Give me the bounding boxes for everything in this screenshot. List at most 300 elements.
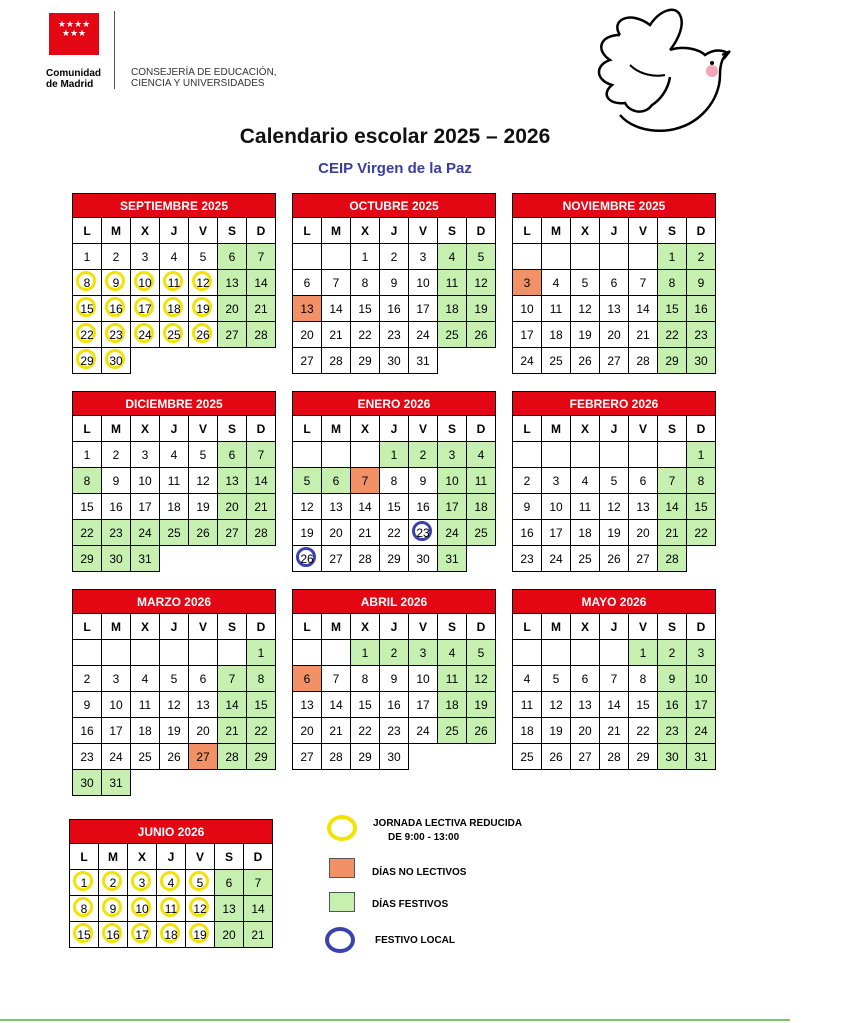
blank-day-cell <box>629 244 658 270</box>
dept-line2: CIENCIA Y UNIVERSIDADES <box>131 78 265 89</box>
day-cell <box>131 520 160 546</box>
weekday-header: X <box>131 218 160 244</box>
weekday-header: S <box>658 614 687 640</box>
legend-festivos: DÍAS FESTIVOS <box>372 899 449 910</box>
day-cell <box>687 244 716 270</box>
week-row <box>73 348 276 374</box>
day-number: 19 <box>578 327 592 342</box>
day-number: 17 <box>416 301 430 316</box>
day-number: 28 <box>329 749 343 764</box>
day-cell <box>438 666 467 692</box>
day-number: 1 <box>83 249 91 264</box>
day-number: 30 <box>109 353 123 368</box>
day-cell <box>128 870 157 896</box>
day-cell <box>189 244 218 270</box>
day-cell <box>380 494 409 520</box>
day-number: 17 <box>549 525 563 540</box>
day-cell <box>380 666 409 692</box>
day-number: 19 <box>167 723 181 738</box>
day-number: 17 <box>416 697 430 712</box>
day-number: 22 <box>636 723 650 738</box>
week-row <box>293 442 496 468</box>
day-cell <box>380 296 409 322</box>
week-row <box>293 322 496 348</box>
day-number: 28 <box>254 327 268 342</box>
blank-day-cell <box>629 442 658 468</box>
logo-line2: de Madrid <box>46 79 94 90</box>
day-number: 25 <box>549 353 563 368</box>
weekday-header: V <box>629 416 658 442</box>
day-cell <box>160 718 189 744</box>
day-cell <box>409 270 438 296</box>
week-row <box>293 348 496 374</box>
day-number: 6 <box>228 447 236 462</box>
day-number: 12 <box>300 499 314 514</box>
weekday-row <box>513 218 716 244</box>
day-number: 16 <box>387 301 401 316</box>
day-number: 25 <box>474 525 488 540</box>
day-number: 24 <box>694 723 708 738</box>
day-cell <box>687 270 716 296</box>
day-cell <box>160 692 189 718</box>
day-number: 24 <box>416 723 430 738</box>
week-row <box>293 718 496 744</box>
week-row <box>293 468 496 494</box>
day-cell <box>438 494 467 520</box>
day-cell <box>131 296 160 322</box>
weekday-header: S <box>438 614 467 640</box>
day-number: 20 <box>225 499 239 514</box>
day-number: 21 <box>358 525 372 540</box>
day-cell <box>160 468 189 494</box>
blank-day-cell <box>542 640 571 666</box>
day-cell <box>380 322 409 348</box>
day-number: 29 <box>80 551 94 566</box>
day-number: 5 <box>477 249 485 264</box>
day-number: 7 <box>361 473 369 488</box>
day-cell <box>571 494 600 520</box>
day-number: 23 <box>694 327 708 342</box>
day-cell <box>218 718 247 744</box>
day-cell <box>99 922 128 948</box>
day-number: 18 <box>445 697 459 712</box>
day-cell <box>438 718 467 744</box>
day-number: 13 <box>222 901 236 916</box>
day-cell <box>542 494 571 520</box>
day-number: 5 <box>477 645 485 660</box>
day-number: 28 <box>607 749 621 764</box>
blank-day-cell <box>322 244 351 270</box>
day-number: 19 <box>549 723 563 738</box>
day-cell <box>687 322 716 348</box>
day-number: 24 <box>549 551 563 566</box>
day-cell <box>131 244 160 270</box>
day-number: 6 <box>225 875 233 890</box>
weekday-header: V <box>189 416 218 442</box>
day-number: 14 <box>254 275 268 290</box>
day-cell <box>438 468 467 494</box>
footer-line <box>0 1019 790 1021</box>
day-cell <box>658 348 687 374</box>
weekday-header: L <box>513 218 542 244</box>
blank-day-cell <box>322 640 351 666</box>
day-number: 12 <box>474 275 488 290</box>
month-march <box>72 589 276 796</box>
day-number: 25 <box>445 327 459 342</box>
week-row <box>73 322 276 348</box>
day-number: 21 <box>329 327 343 342</box>
day-number: 4 <box>581 473 589 488</box>
blank-day-cell <box>160 640 189 666</box>
day-number: 20 <box>300 327 314 342</box>
weekday-header: S <box>218 416 247 442</box>
day-number: 24 <box>520 353 534 368</box>
weekday-header: M <box>322 218 351 244</box>
day-cell <box>102 270 131 296</box>
day-number: 14 <box>636 301 650 316</box>
month-grid <box>292 415 496 572</box>
day-number: 25 <box>167 525 181 540</box>
day-cell <box>131 494 160 520</box>
weekday-row <box>513 416 716 442</box>
empty-cell <box>218 348 247 374</box>
day-cell <box>687 666 716 692</box>
day-cell <box>542 348 571 374</box>
day-number: 30 <box>109 551 123 566</box>
day-number: 7 <box>668 473 676 488</box>
blank-day-cell <box>600 442 629 468</box>
day-number: 30 <box>387 353 401 368</box>
day-number: 23 <box>80 749 94 764</box>
weekday-header: V <box>186 844 215 870</box>
weekday-row <box>73 416 276 442</box>
blank-day-cell <box>513 442 542 468</box>
week-row <box>293 666 496 692</box>
day-number: 12 <box>193 901 207 916</box>
day-cell <box>128 896 157 922</box>
weekday-header: M <box>102 416 131 442</box>
weekday-row <box>293 218 496 244</box>
day-cell <box>160 296 189 322</box>
empty-cell <box>218 770 247 796</box>
month-january <box>292 391 496 572</box>
day-cell <box>380 692 409 718</box>
day-number: 15 <box>80 301 94 316</box>
day-cell <box>131 270 160 296</box>
day-number: 4 <box>170 249 178 264</box>
day-cell <box>542 322 571 348</box>
day-cell <box>438 692 467 718</box>
day-cell <box>322 468 351 494</box>
day-number: 16 <box>109 301 123 316</box>
day-cell <box>322 744 351 770</box>
day-number: 2 <box>668 645 676 660</box>
day-cell <box>322 520 351 546</box>
day-cell <box>658 468 687 494</box>
day-cell <box>189 322 218 348</box>
day-cell <box>102 692 131 718</box>
weekday-header: L <box>73 614 102 640</box>
day-number: 20 <box>300 723 314 738</box>
day-cell <box>629 520 658 546</box>
day-number: 3 <box>141 249 149 264</box>
weekday-header: J <box>160 614 189 640</box>
day-cell <box>438 296 467 322</box>
day-cell <box>629 348 658 374</box>
day-number: 26 <box>549 749 563 764</box>
day-cell <box>571 270 600 296</box>
week-row <box>70 896 273 922</box>
weekday-header: V <box>189 614 218 640</box>
day-number: 9 <box>419 473 427 488</box>
weekday-header: L <box>513 416 542 442</box>
weekday-header: V <box>189 218 218 244</box>
day-cell <box>467 270 496 296</box>
day-number: 21 <box>329 723 343 738</box>
weekday-header: J <box>600 614 629 640</box>
day-number: 8 <box>80 901 88 916</box>
day-cell <box>600 520 629 546</box>
day-number: 14 <box>329 301 343 316</box>
day-cell <box>467 692 496 718</box>
day-cell <box>351 546 380 572</box>
day-cell <box>687 468 716 494</box>
day-cell <box>247 442 276 468</box>
day-cell <box>351 270 380 296</box>
day-cell <box>189 296 218 322</box>
day-number: 19 <box>193 927 207 942</box>
day-number: 8 <box>361 275 369 290</box>
weekday-header: J <box>600 416 629 442</box>
day-number: 20 <box>329 525 343 540</box>
day-cell <box>70 896 99 922</box>
day-number: 23 <box>665 723 679 738</box>
day-cell <box>322 692 351 718</box>
day-number: 27 <box>578 749 592 764</box>
day-cell <box>73 692 102 718</box>
day-cell <box>571 322 600 348</box>
blank-day-cell <box>293 442 322 468</box>
day-number: 20 <box>607 327 621 342</box>
day-cell <box>247 244 276 270</box>
day-number: 23 <box>109 327 123 342</box>
day-cell <box>102 744 131 770</box>
day-cell <box>102 520 131 546</box>
day-number: 15 <box>358 301 372 316</box>
day-cell <box>322 296 351 322</box>
day-number: 20 <box>196 723 210 738</box>
weekday-header: X <box>351 614 380 640</box>
day-cell <box>131 468 160 494</box>
day-number: 8 <box>257 671 265 686</box>
day-cell <box>629 692 658 718</box>
month-october <box>292 193 496 374</box>
day-cell <box>293 494 322 520</box>
day-cell <box>293 718 322 744</box>
weekday-header: D <box>467 416 496 442</box>
empty-cell <box>409 744 438 770</box>
day-cell <box>218 692 247 718</box>
day-number: 14 <box>329 697 343 712</box>
day-number: 6 <box>303 275 311 290</box>
day-number: 24 <box>138 327 152 342</box>
weekday-header: D <box>467 218 496 244</box>
weekday-header: L <box>293 218 322 244</box>
week-row <box>513 494 716 520</box>
day-number: 26 <box>167 749 181 764</box>
day-number: 13 <box>300 697 314 712</box>
day-cell <box>571 692 600 718</box>
blank-day-cell <box>102 640 131 666</box>
day-cell <box>629 666 658 692</box>
empty-cell <box>467 546 496 572</box>
day-number: 5 <box>552 671 560 686</box>
day-number: 4 <box>141 671 149 686</box>
day-cell <box>571 296 600 322</box>
weekday-header: M <box>542 416 571 442</box>
month-header: MAYO 2026 <box>512 589 716 613</box>
day-number: 22 <box>80 525 94 540</box>
week-row <box>513 520 716 546</box>
weekday-header: X <box>571 218 600 244</box>
day-cell <box>687 640 716 666</box>
month-june <box>69 819 273 948</box>
day-number: 19 <box>607 525 621 540</box>
day-cell <box>629 494 658 520</box>
day-number: 14 <box>665 499 679 514</box>
day-cell <box>409 546 438 572</box>
day-cell <box>687 520 716 546</box>
day-cell <box>218 468 247 494</box>
day-cell <box>322 494 351 520</box>
day-cell <box>513 692 542 718</box>
day-number: 19 <box>474 697 488 712</box>
week-row <box>513 666 716 692</box>
day-number: 11 <box>164 901 178 916</box>
day-cell <box>600 468 629 494</box>
day-cell <box>629 468 658 494</box>
day-number: 10 <box>520 301 534 316</box>
day-cell <box>99 896 128 922</box>
day-cell <box>571 546 600 572</box>
day-cell <box>513 270 542 296</box>
day-number: 19 <box>196 301 210 316</box>
day-cell <box>629 718 658 744</box>
day-number: 1 <box>83 447 91 462</box>
day-number: 3 <box>138 875 146 890</box>
day-number: 31 <box>694 749 708 764</box>
day-number: 29 <box>636 749 650 764</box>
day-number: 11 <box>167 275 181 290</box>
day-number: 23 <box>387 723 401 738</box>
day-cell <box>542 744 571 770</box>
week-row <box>73 442 276 468</box>
day-number: 5 <box>199 447 207 462</box>
day-cell <box>189 468 218 494</box>
day-number: 26 <box>578 353 592 368</box>
day-number: 16 <box>80 723 94 738</box>
day-cell <box>128 922 157 948</box>
day-number: 17 <box>138 499 152 514</box>
day-cell <box>629 744 658 770</box>
day-number: 3 <box>523 275 531 290</box>
day-number: 29 <box>80 353 94 368</box>
day-cell <box>218 744 247 770</box>
day-number: 30 <box>387 749 401 764</box>
day-cell <box>131 442 160 468</box>
day-number: 28 <box>225 749 239 764</box>
day-cell <box>131 718 160 744</box>
day-cell <box>215 922 244 948</box>
weekday-header: X <box>571 416 600 442</box>
day-cell <box>600 494 629 520</box>
week-row <box>73 520 276 546</box>
day-cell <box>409 666 438 692</box>
legend-reducida-line1: JORNADA LECTIVA REDUCIDA <box>373 818 523 829</box>
day-number: 25 <box>445 723 459 738</box>
week-row <box>73 640 276 666</box>
day-cell <box>409 442 438 468</box>
day-number: 15 <box>77 927 91 942</box>
day-cell <box>629 322 658 348</box>
day-cell <box>247 494 276 520</box>
day-cell <box>438 640 467 666</box>
day-cell <box>186 870 215 896</box>
weekday-header: D <box>467 614 496 640</box>
day-cell <box>542 718 571 744</box>
day-cell <box>687 442 716 468</box>
blank-day-cell <box>658 442 687 468</box>
week-row <box>293 520 496 546</box>
weekday-header: X <box>128 844 157 870</box>
empty-cell <box>218 546 247 572</box>
day-number: 31 <box>445 551 459 566</box>
day-number: 18 <box>138 723 152 738</box>
day-cell <box>629 640 658 666</box>
empty-cell <box>189 348 218 374</box>
day-number: 6 <box>228 249 236 264</box>
day-cell <box>186 922 215 948</box>
day-number: 21 <box>636 327 650 342</box>
day-cell <box>542 546 571 572</box>
weekday-header: J <box>160 416 189 442</box>
month-header: ABRIL 2026 <box>292 589 496 613</box>
day-cell <box>102 666 131 692</box>
day-cell <box>247 468 276 494</box>
day-cell <box>73 494 102 520</box>
day-cell <box>351 494 380 520</box>
legend-blue-circle-icon <box>325 927 355 953</box>
blank-day-cell <box>571 640 600 666</box>
week-row <box>293 744 496 770</box>
day-number: 12 <box>196 473 210 488</box>
day-cell <box>293 744 322 770</box>
day-number: 17 <box>694 697 708 712</box>
day-number: 16 <box>106 927 120 942</box>
day-cell <box>322 666 351 692</box>
weekday-header: M <box>542 218 571 244</box>
legend-green-box-icon <box>329 892 355 912</box>
day-cell <box>322 322 351 348</box>
day-cell <box>102 296 131 322</box>
day-cell <box>247 640 276 666</box>
day-cell <box>73 770 102 796</box>
day-cell <box>629 546 658 572</box>
day-cell <box>467 322 496 348</box>
day-number: 28 <box>358 551 372 566</box>
day-number: 23 <box>520 551 534 566</box>
day-cell <box>73 520 102 546</box>
